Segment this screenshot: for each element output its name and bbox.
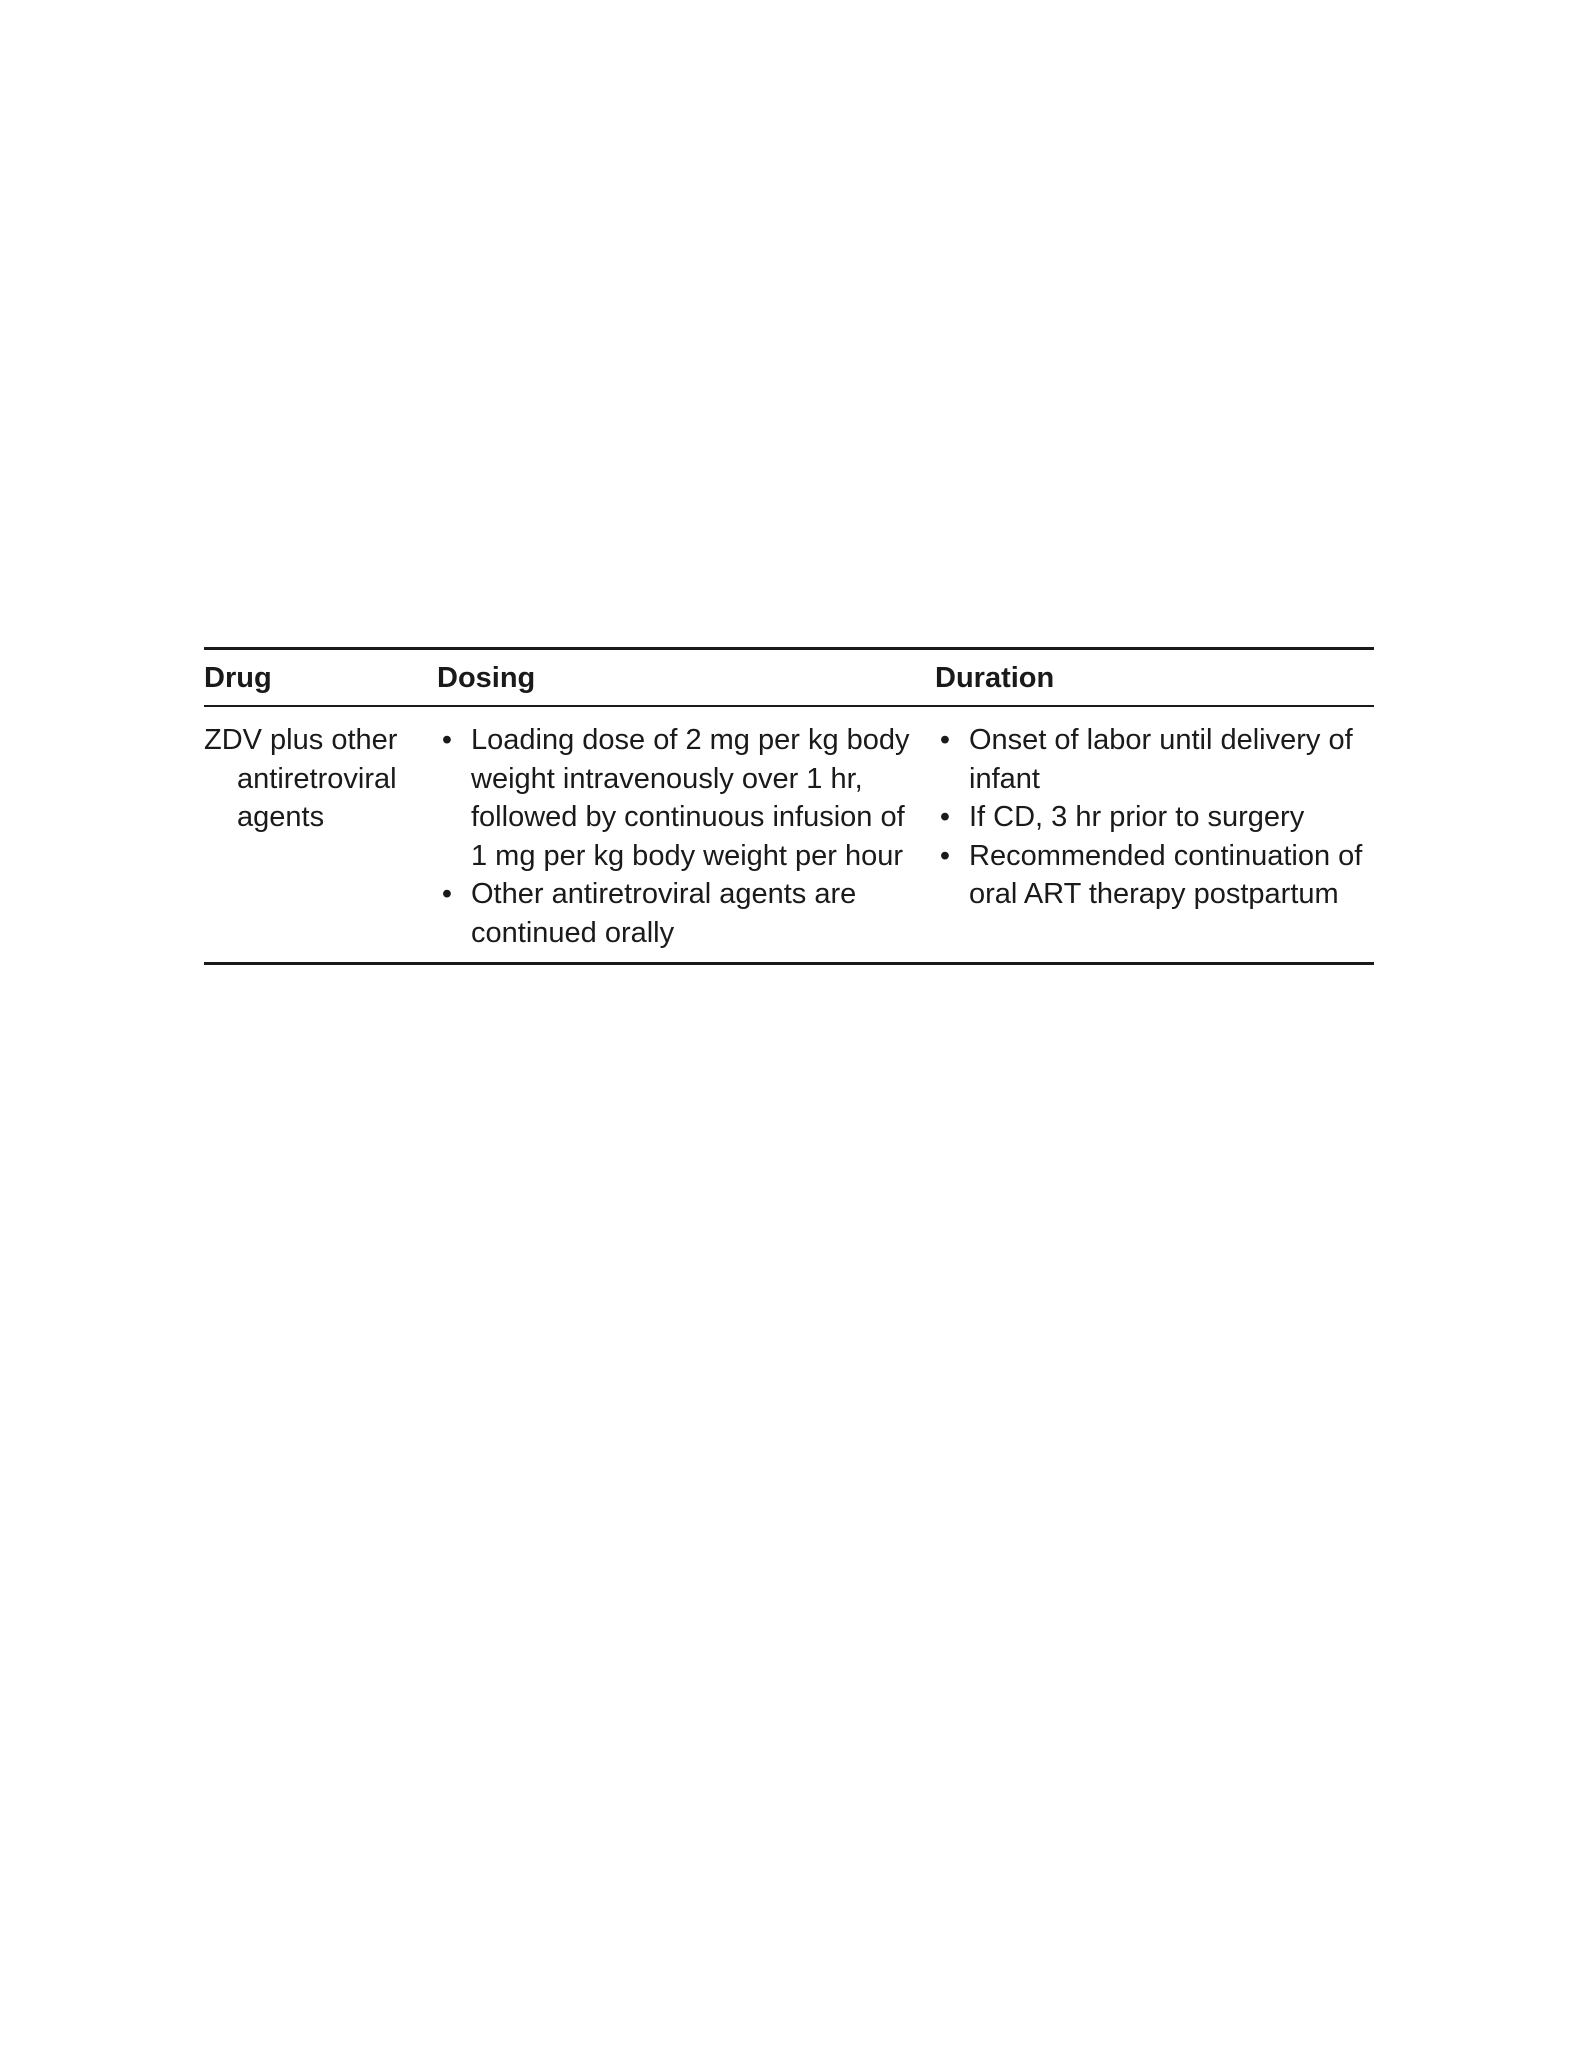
dosing-item-text: Loading dose of 2 mg per kg body weight intravenously over 1 hr, followed by continuous infusion of 1 mg per kg body weight per hour <box>471 724 910 872</box>
header-duration: Duration <box>935 662 1055 694</box>
duration-list <box>935 721 1374 914</box>
bullet-icon: • <box>939 839 951 872</box>
duration-item-text: Recommended continuation of oral ART therapy postpartum <box>969 839 1363 910</box>
dosing-table <box>204 647 1374 965</box>
bullet-icon: • <box>441 878 453 910</box>
table-row <box>204 706 1374 964</box>
header-dosing: Dosing <box>437 662 536 694</box>
duration-item <box>935 721 1374 798</box>
dosing-list <box>437 721 935 952</box>
cell-drug <box>204 706 437 964</box>
duration-item-text: If CD, 3 hr prior to surgery <box>969 801 1305 833</box>
duration-item-text: Onset of labor until delivery of infant <box>969 724 1353 795</box>
table-container <box>204 647 1374 965</box>
bullet-icon: • <box>441 724 453 756</box>
table-body <box>204 706 1374 964</box>
dosing-item <box>437 875 935 952</box>
header-row <box>204 649 1374 707</box>
cell-dosing <box>437 706 935 964</box>
cell-duration <box>935 706 1374 964</box>
drug-name: ZDV plus other antiretroviral agents <box>204 724 398 833</box>
duration-item <box>935 837 1374 914</box>
dosing-item-text: Other antiretroviral agents are continued orally <box>471 878 857 949</box>
duration-item <box>935 798 1374 837</box>
dosing-item <box>437 721 935 875</box>
bullet-icon: • <box>939 724 951 756</box>
table-header <box>204 649 1374 707</box>
header-drug: Drug <box>204 662 272 694</box>
bullet-icon: • <box>939 801 951 833</box>
